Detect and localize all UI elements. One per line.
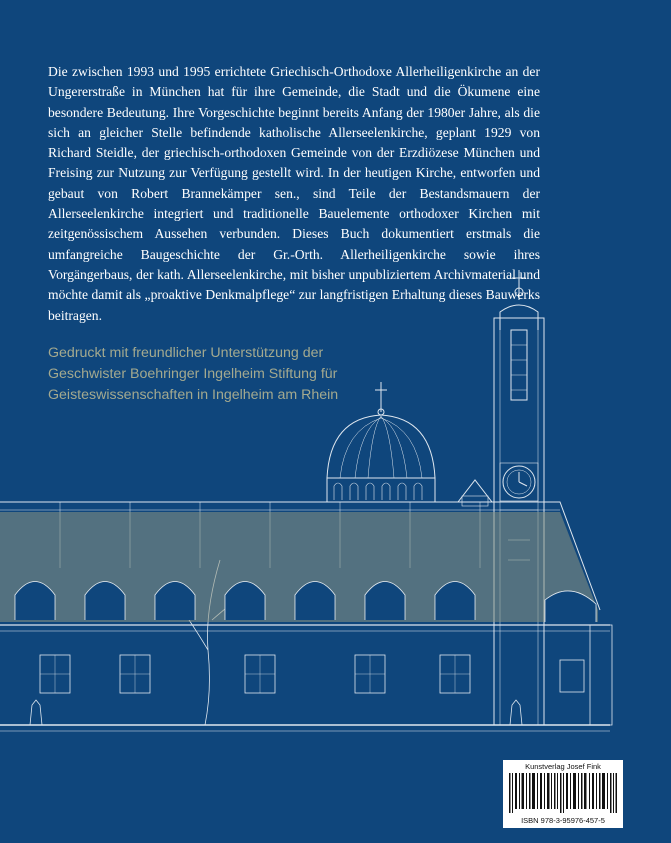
isbn-barcode-box [503, 760, 623, 828]
sponsor-line-3: Geisteswissenschaften in Ingelheim am Rhein [48, 387, 339, 403]
publisher-name: Kunstverlag Josef Fink [525, 762, 601, 771]
sponsor-note [48, 343, 428, 406]
barcode-icon [509, 773, 617, 813]
sponsor-line-2: Geschwister Boehringer Ingelheim Stiftung für [48, 366, 338, 382]
isbn-number: ISBN 978-3-95976-457-5 [521, 816, 605, 825]
sponsor-line-1: Gedruckt mit freundlicher Unterstützung der [48, 345, 324, 361]
book-description: Die zwischen 1993 und 1995 errichtete Griechisch-Orthodoxe Allerheiligenkirche an der Ungererstraße in München hat für ihre Gemeinde, die Stadt und die Ökumene eine besondere Bedeutung. Ihre Vorgeschichte beginnt bereits Anfang der 1980er Jahre, als die sich an gleicher Stelle befindende katholische Allerseelenkirche, geplant 1929 von Richard Steidle, der griechisch-orthodoxen Gemeinde von der Erzdiözese München und Freising zur Nutzung zur Verfügung gestellt wird. In der heutigen Kirche, entworfen und gebaut von Robert Brannekämper sen., sind Teile der Bestandsmauern der Allerseelenkirche integriert und traditionelle Bauelemente orthodoxer Kirchen mit zeitgenössischem Aussehen verbunden. Dieses Buch dokumentiert erstmals die umfangreiche Baugeschichte der Gr.-Orth. Allerheiligenkirche sowie ihres Vorgängerbaus, der kath. Allerseelenkirche, mit bisher unpubliziertem Archivmaterial und möchte damit als „proaktive Denkmalpflege“ zur langfristigen Erhaltung dieses Bauwerks beitragen. [48, 64, 540, 323]
